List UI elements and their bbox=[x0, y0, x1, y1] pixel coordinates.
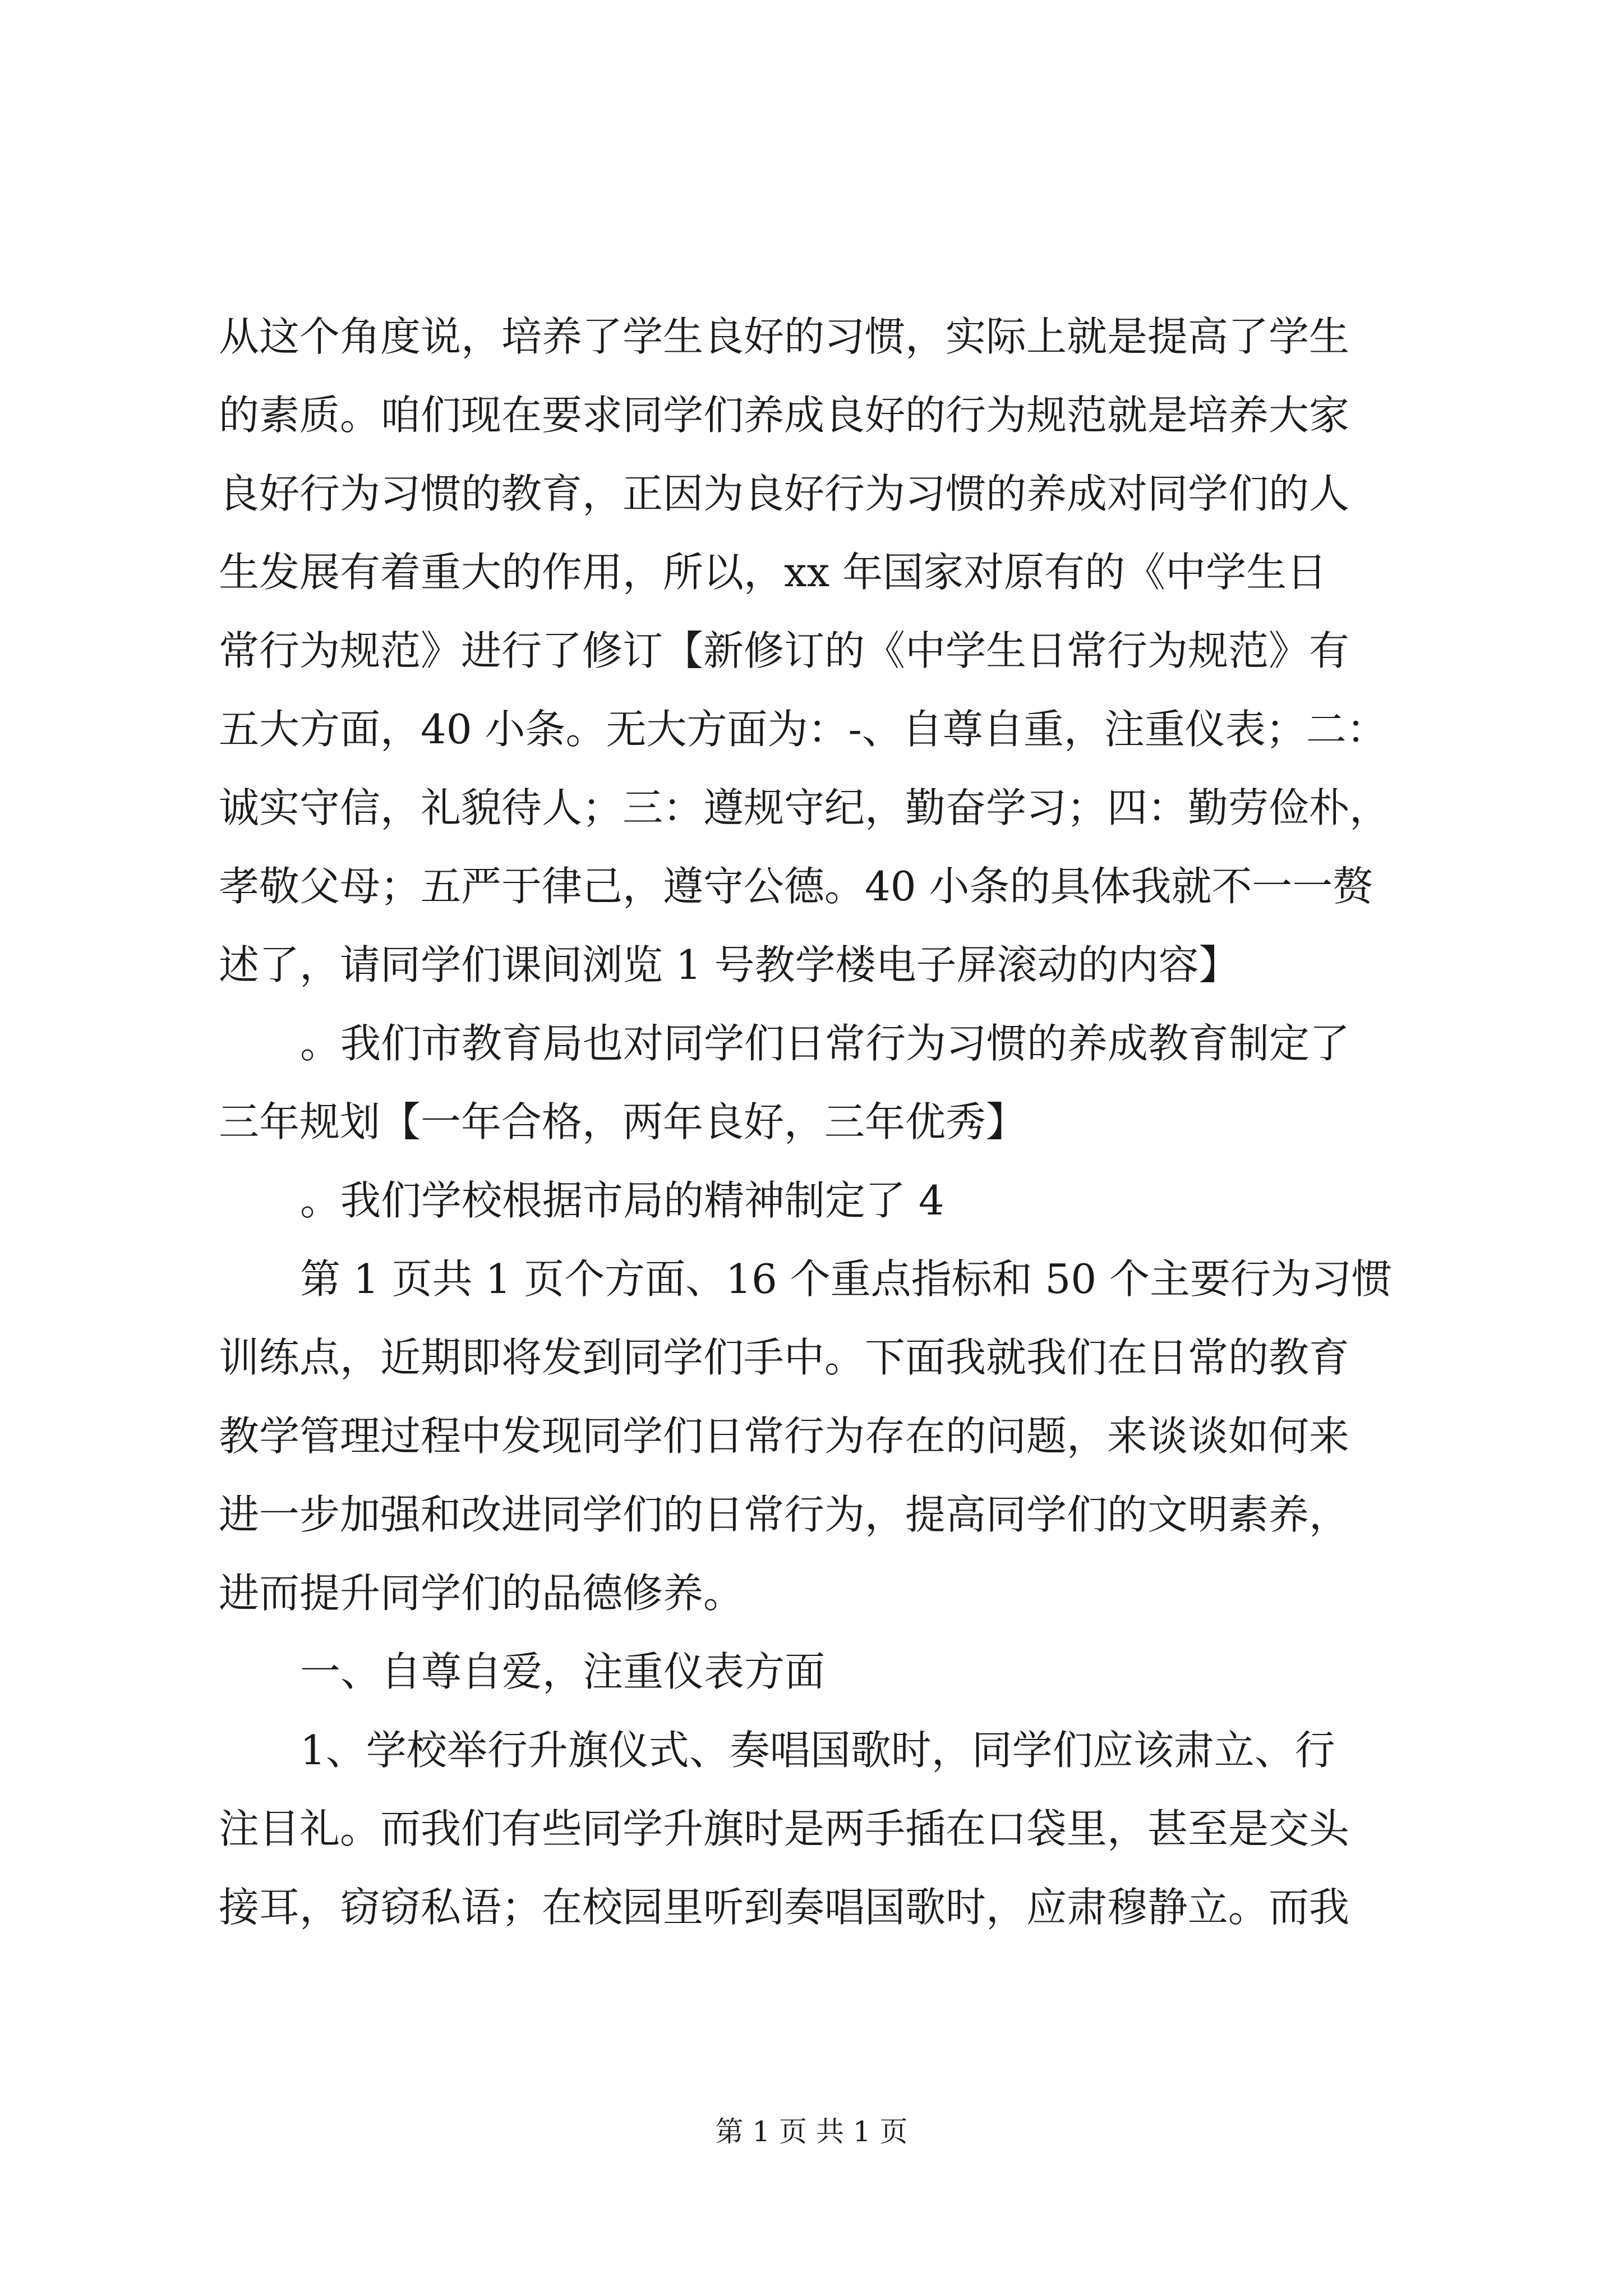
text-line: 孝敬父母；五严于律己，遵守公德。40 小条的具体我就不一一赘 bbox=[219, 863, 1373, 910]
text-line: 的素质。咱们现在要求同学们养成良好的行为规范就是培养大家 bbox=[219, 392, 1350, 439]
text-line: 注目礼。而我们有些同学升旗时是两手插在口袋里，甚至是交头 bbox=[219, 1805, 1350, 1852]
text-line: 进一步加强和改进同学们的日常行为，提高同学们的文明素养， bbox=[219, 1491, 1350, 1538]
text-line: 1、学校举行升旗仪式、奏唱国歌时，同学们应该肃立、行 bbox=[300, 1727, 1335, 1774]
text-line: 述了，请同学们课间浏览 1 号教学楼电子屏滚动的内容】 bbox=[219, 941, 1239, 988]
text-line: 诚实守信，礼貌待人；三：遵规守纪，勤奋学习；四：勤劳俭朴， bbox=[219, 784, 1390, 831]
text-line: 常行为规范》进行了修订【新修订的《中学生日常行为规范》有 bbox=[219, 627, 1350, 674]
text-line: 第 1 页共 1 页个方面、16 个重点指标和 50 个主要行为习惯 bbox=[300, 1255, 1393, 1303]
text-line: 。我们学校根据市局的精神制定了 4 bbox=[300, 1177, 944, 1224]
text-line: 教学管理过程中发现同学们日常行为存在的问题，来谈谈如何来 bbox=[219, 1412, 1350, 1460]
text-line: 接耳，窃窃私语；在校园里听到奏唱国歌时，应肃穆静立。而我 bbox=[219, 1884, 1350, 1931]
text-line: 五大方面，40 小条。无大方面为：-、自尊自重，注重仪表；二： bbox=[219, 706, 1387, 753]
text-line: 从这个角度说，培养了学生良好的习惯，实际上就是提高了学生 bbox=[219, 313, 1350, 360]
text-line: 生发展有着重大的作用，所以，xx 年国家对原有的《中学生日 bbox=[219, 549, 1327, 596]
text-line: 良好行为习惯的教育，正因为良好行为习惯的养成对同学们的人 bbox=[219, 470, 1350, 517]
text-line: 。我们市教育局也对同学们日常行为习惯的养成教育制定了 bbox=[300, 1020, 1350, 1067]
section-heading: 一、自尊自爱，注重仪表方面 bbox=[300, 1648, 826, 1695]
text-line: 进而提升同学们的品德修养。 bbox=[219, 1570, 744, 1617]
text-line: 三年规划【一年合格，两年良好，三年优秀】 bbox=[219, 1098, 1027, 1145]
text-line: 训练点，近期即将发到同学们手中。下面我就我们在日常的教育 bbox=[219, 1334, 1350, 1381]
page-footer: 第 1 页 共 1 页 bbox=[715, 2115, 908, 2148]
